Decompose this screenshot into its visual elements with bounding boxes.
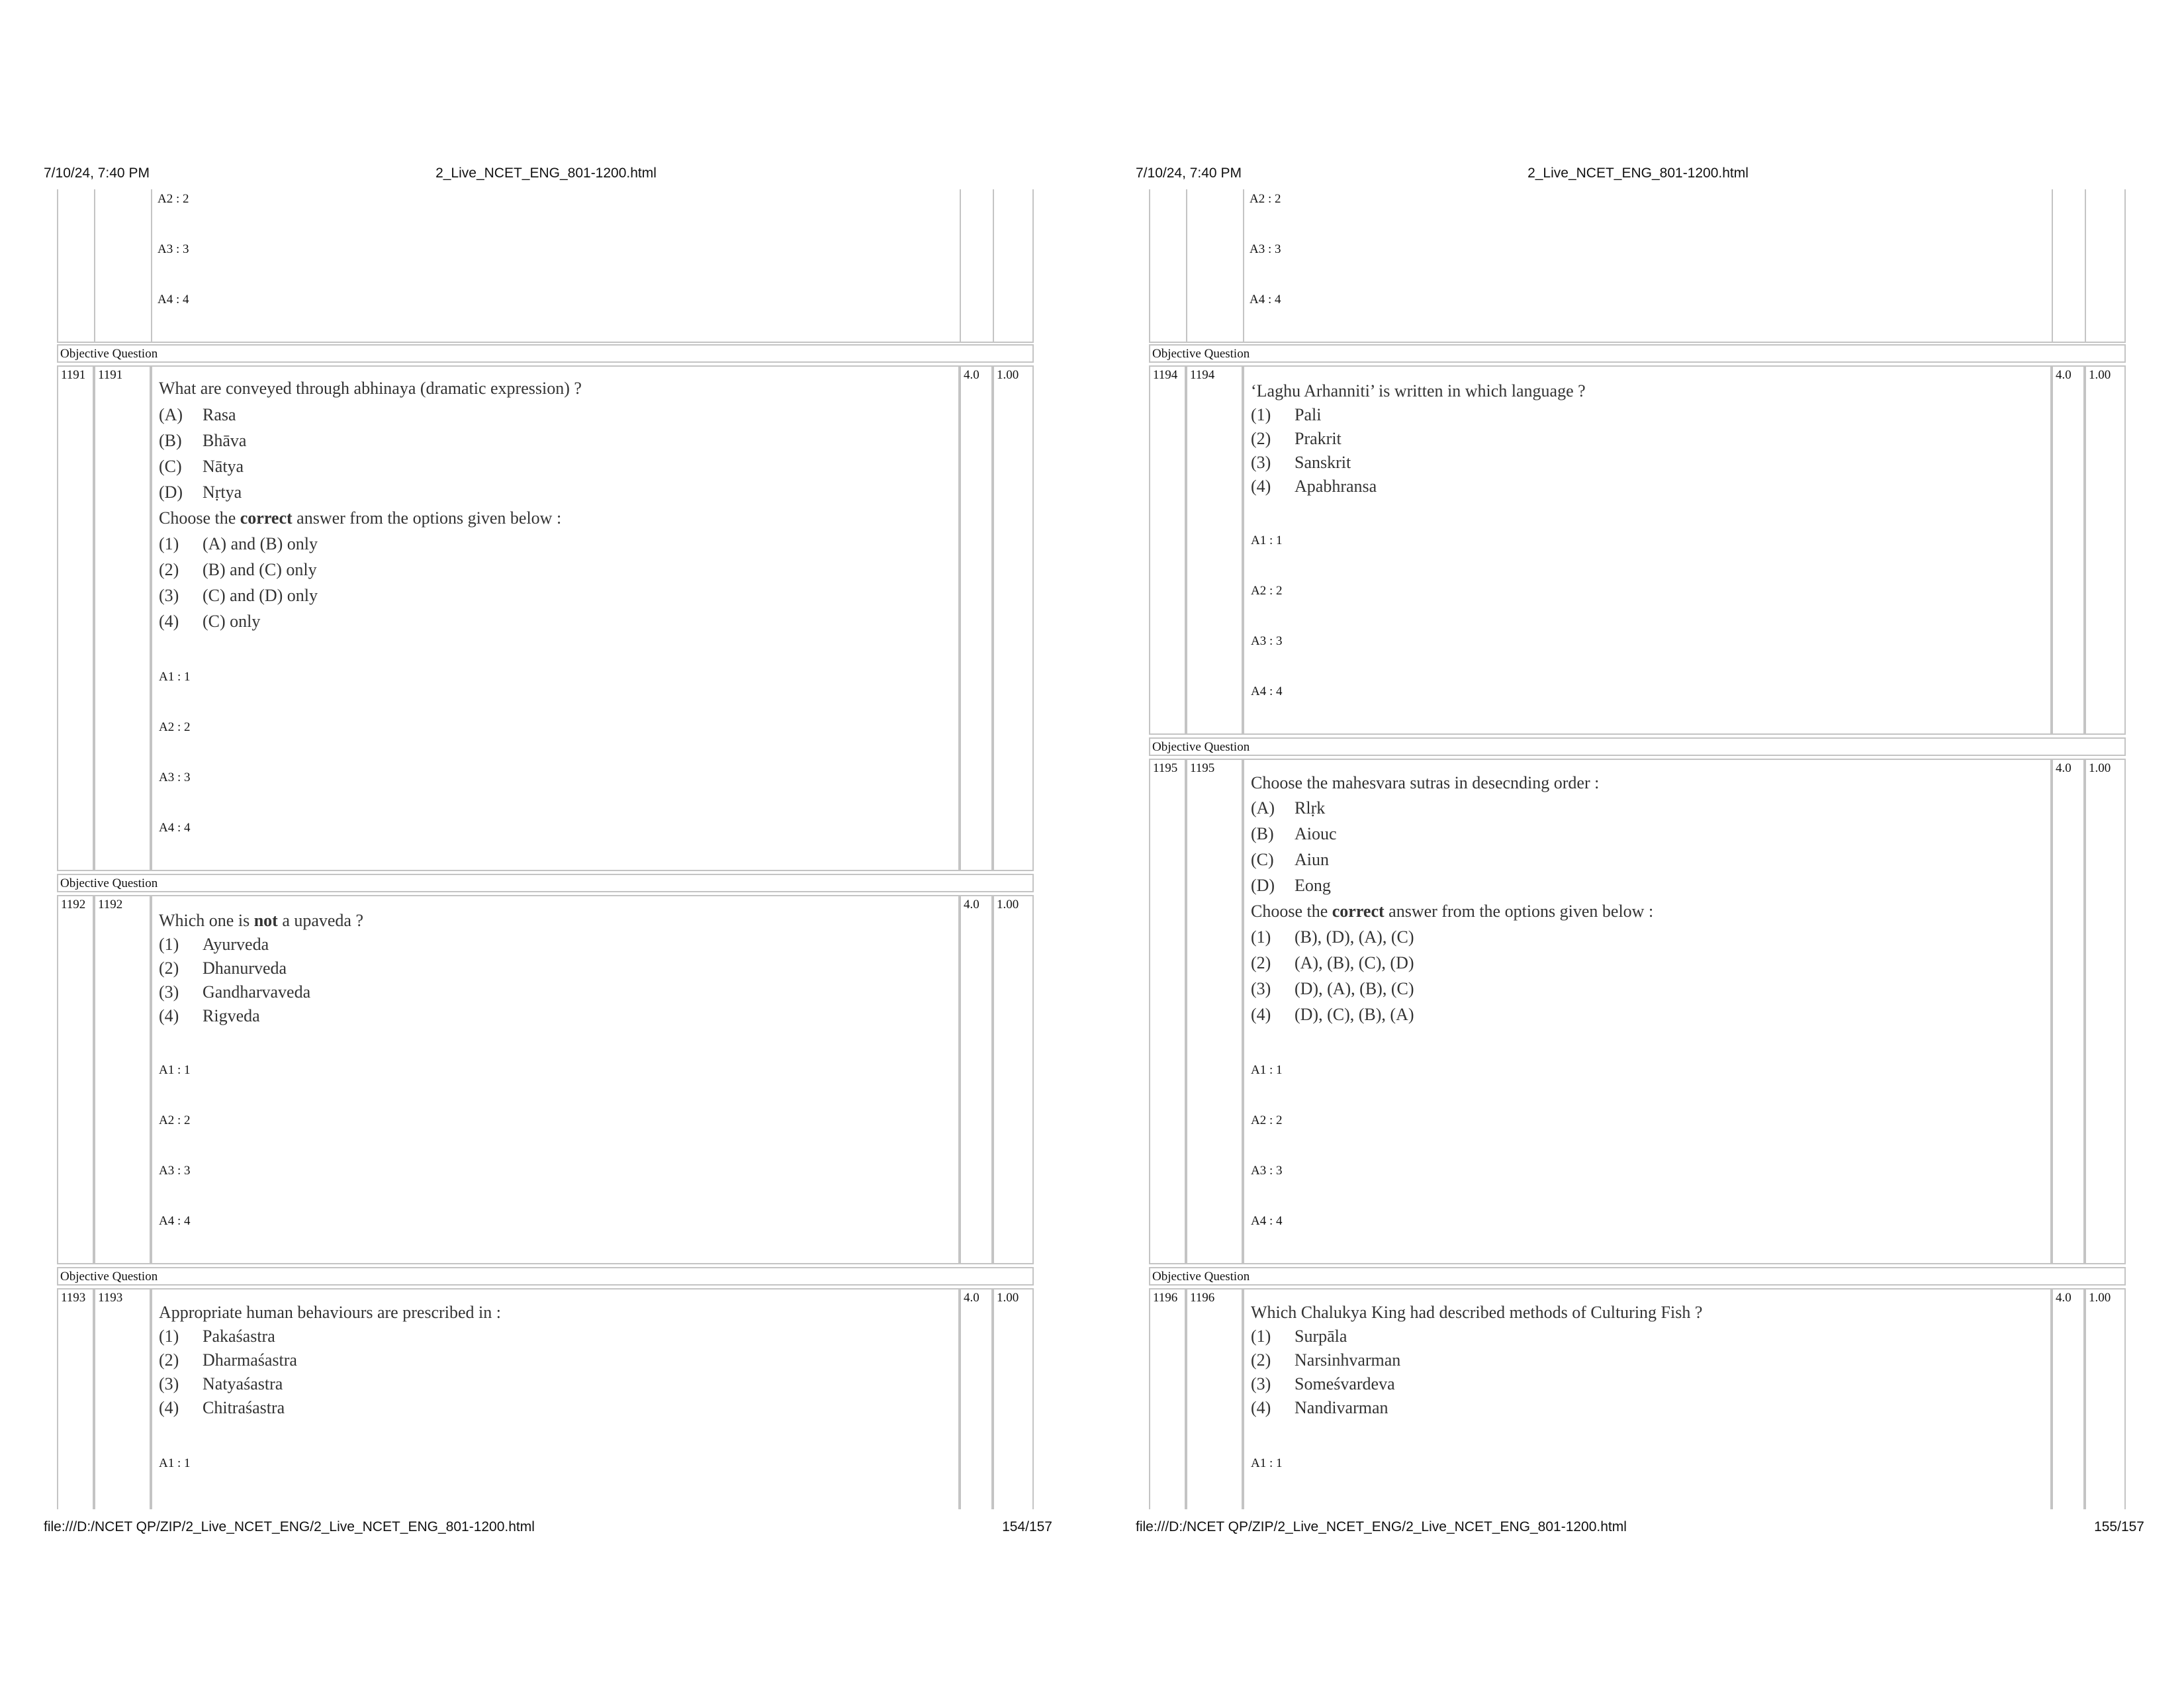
- question-cell: [1243, 759, 2052, 1264]
- question-table: [1149, 189, 2128, 1509]
- answer-key: A4 : 4: [158, 293, 189, 306]
- answer-key: A1 : 1: [159, 670, 191, 684]
- section-label: Objective Question: [1152, 347, 1250, 361]
- negative-marks-value: 1.00: [997, 898, 1019, 912]
- answer-key: A4 : 4: [1251, 1214, 1283, 1228]
- answer-key: A3 : 3: [1250, 242, 1281, 256]
- page-number: 155/157: [2094, 1519, 2144, 1534]
- answer-key: A2 : 2: [158, 192, 189, 206]
- option-item: (3) Someśvardeva: [1251, 1374, 1395, 1393]
- question-id: 1194: [1190, 368, 1215, 382]
- answer-key: A3 : 3: [159, 1164, 191, 1178]
- section-header: [57, 874, 1034, 892]
- option-item: (1) Ayurveda: [159, 935, 269, 954]
- marks-value: 4.0: [2056, 368, 2071, 382]
- serial-cell: [1149, 1288, 1186, 1509]
- serial-cell: [57, 365, 94, 871]
- serial-number: 1193: [61, 1291, 86, 1305]
- answer-option: (2) (A), (B), (C), (D): [1251, 953, 1414, 972]
- answer-option: (1) (B), (D), (A), (C): [1251, 927, 1414, 947]
- answer-key: A4 : 4: [159, 1214, 191, 1228]
- negative-marks-cell: [993, 365, 1034, 871]
- option-item: (1) Pakaśastra: [159, 1327, 275, 1346]
- answer-key: A1 : 1: [1251, 1456, 1283, 1470]
- instruction-text: Choose the correct answer from the options given below :: [1251, 902, 1654, 921]
- marks-value: 4.0: [964, 1291, 979, 1305]
- answer-option: (4) (D), (C), (B), (A): [1251, 1005, 1414, 1024]
- question-cell: [151, 895, 960, 1264]
- negative-marks-value: 1.00: [997, 1291, 1019, 1305]
- option-item: (C) Nātya: [159, 457, 244, 476]
- question-table: [57, 189, 1036, 1509]
- question-cell: [1243, 1288, 2052, 1509]
- question-text: Appropriate human behaviours are prescribed in :: [159, 1303, 501, 1322]
- answer-option: (4) (C) only: [159, 612, 261, 631]
- option-item: (B) Aiouc: [1251, 824, 1337, 843]
- answer-option: (1) (A) and (B) only: [159, 534, 318, 553]
- negative-marks-cell: [993, 1288, 1034, 1509]
- qid-cell: [1186, 365, 1243, 735]
- answer-key: A2 : 2: [159, 1113, 191, 1127]
- header-title: 2_Live_NCET_ENG_801-1200.html: [435, 165, 657, 181]
- option-item: (4) Chitraśastra: [159, 1398, 285, 1417]
- negative-marks-value: 1.00: [997, 368, 1019, 382]
- option-item: (2) Narsinhvarman: [1251, 1350, 1401, 1370]
- negative-marks-cell: [2085, 1288, 2126, 1509]
- marks-cell: [960, 895, 993, 1264]
- option-item: (3) Gandharvaveda: [159, 982, 311, 1002]
- negative-marks-cell: [2085, 759, 2126, 1264]
- answer-key: A4 : 4: [159, 821, 191, 835]
- answer-key: A4 : 4: [1250, 293, 1281, 306]
- option-item: (A) Rlṛk: [1251, 798, 1326, 818]
- option-item: (3) Natyaśastra: [159, 1374, 283, 1393]
- marks-cell: [2052, 1288, 2085, 1509]
- page-155: [1092, 0, 2184, 1688]
- option-item: (4) Rigveda: [159, 1006, 260, 1025]
- question-id: 1192: [98, 898, 123, 912]
- section-header: [1149, 737, 2126, 756]
- option-item: (3) Sanskrit: [1251, 453, 1351, 472]
- question-cell: [151, 365, 960, 871]
- serial-number: 1195: [1153, 761, 1178, 775]
- question-id: 1193: [98, 1291, 123, 1305]
- answer-key: A4 : 4: [1251, 684, 1283, 698]
- answer-key: A3 : 3: [158, 242, 189, 256]
- answer-option: (3) (D), (A), (B), (C): [1251, 979, 1414, 998]
- qid-cell: [1186, 1288, 1243, 1509]
- serial-number: 1194: [1153, 368, 1178, 382]
- section-header: [57, 1267, 1034, 1286]
- page-number: 154/157: [1002, 1519, 1052, 1534]
- qid-cell: [94, 365, 151, 871]
- marks-value: 4.0: [964, 898, 979, 912]
- answer-key: A2 : 2: [1251, 584, 1283, 598]
- header-date: 7/10/24, 7:40 PM: [1136, 165, 1242, 181]
- negative-marks-value: 1.00: [2089, 1291, 2111, 1305]
- question-text: ‘Laghu Arhanniti’ is written in which language ?: [1251, 381, 1586, 400]
- option-item: (D) Nṛtya: [159, 483, 242, 502]
- section-header: [1149, 344, 2126, 363]
- answer-key: A1 : 1: [159, 1063, 191, 1077]
- question-id: 1195: [1190, 761, 1215, 775]
- option-item: (C) Aiun: [1251, 850, 1329, 869]
- question-id: 1191: [98, 368, 123, 382]
- answer-key: A3 : 3: [1251, 634, 1283, 648]
- question-cell: [1243, 365, 2052, 735]
- option-item: (2) Prakrit: [1251, 429, 1342, 448]
- section-label: Objective Question: [60, 347, 158, 361]
- section-label: Objective Question: [1152, 740, 1250, 754]
- instruction-text: Choose the correct answer from the options given below :: [159, 508, 562, 528]
- serial-number: 1192: [61, 898, 86, 912]
- marks-value: 4.0: [2056, 1291, 2071, 1305]
- footer-path: file:///D:/NCET QP/ZIP/2_Live_NCET_ENG/2_Live_NCET_ENG_801-1200.html: [44, 1519, 535, 1534]
- qid-cell: [1186, 759, 1243, 1264]
- answer-option: (3) (C) and (D) only: [159, 586, 318, 605]
- serial-cell: [57, 895, 94, 1264]
- answer-key: A3 : 3: [159, 771, 191, 784]
- marks-cell: [2052, 365, 2085, 735]
- answer-key: A1 : 1: [1251, 534, 1283, 547]
- qid-cell: [94, 1288, 151, 1509]
- option-item: (B) Bhāva: [159, 431, 247, 450]
- marks-value: 4.0: [964, 368, 979, 382]
- option-item: (2) Dharmaśastra: [159, 1350, 297, 1370]
- negative-marks-cell: [993, 895, 1034, 1264]
- answer-key: A1 : 1: [159, 1456, 191, 1470]
- option-item: (A) Rasa: [159, 405, 236, 424]
- option-item: (4) Nandivarman: [1251, 1398, 1388, 1417]
- option-item: (1) Surpāla: [1251, 1327, 1347, 1346]
- marks-cell: [960, 1288, 993, 1509]
- negative-marks-value: 1.00: [2089, 368, 2111, 382]
- question-text: Which Chalukya King had described methods of Culturing Fish ?: [1251, 1303, 1703, 1322]
- option-item: (4) Apabhransa: [1251, 477, 1377, 496]
- option-item: (D) Eong: [1251, 876, 1331, 895]
- serial-number: 1196: [1153, 1291, 1178, 1305]
- qid-cell: [94, 895, 151, 1264]
- question-cell: [151, 1288, 960, 1509]
- serial-number: 1191: [61, 368, 86, 382]
- option-item: (2) Dhanurveda: [159, 959, 287, 978]
- answer-key: A2 : 2: [1250, 192, 1281, 206]
- question-text: Which one is not a upaveda ?: [159, 911, 364, 930]
- answer-key: A3 : 3: [1251, 1164, 1283, 1178]
- answer-key: A2 : 2: [1251, 1113, 1283, 1127]
- negative-marks-cell: [2085, 365, 2126, 735]
- header-date: 7/10/24, 7:40 PM: [44, 165, 150, 181]
- question-text: What are conveyed through abhinaya (dramatic expression) ?: [159, 379, 582, 398]
- section-label: Objective Question: [1152, 1270, 1250, 1284]
- marks-cell: [960, 365, 993, 871]
- section-label: Objective Question: [60, 1270, 158, 1284]
- question-id: 1196: [1190, 1291, 1215, 1305]
- question-text: Choose the mahesvara sutras in desecnding order :: [1251, 773, 1600, 792]
- marks-cell: [2052, 759, 2085, 1264]
- serial-cell: [1149, 759, 1186, 1264]
- serial-cell: [57, 1288, 94, 1509]
- negative-marks-value: 1.00: [2089, 761, 2111, 775]
- footer-path: file:///D:/NCET QP/ZIP/2_Live_NCET_ENG/2_Live_NCET_ENG_801-1200.html: [1136, 1519, 1627, 1534]
- answer-key: A1 : 1: [1251, 1063, 1283, 1077]
- header-title: 2_Live_NCET_ENG_801-1200.html: [1527, 165, 1749, 181]
- marks-value: 4.0: [2056, 761, 2071, 775]
- section-label: Objective Question: [60, 876, 158, 890]
- answer-key: A2 : 2: [159, 720, 191, 734]
- section-header: [1149, 1267, 2126, 1286]
- section-header: [57, 344, 1034, 363]
- serial-cell: [1149, 365, 1186, 735]
- answer-option: (2) (B) and (C) only: [159, 560, 317, 579]
- option-item: (1) Pali: [1251, 405, 1322, 424]
